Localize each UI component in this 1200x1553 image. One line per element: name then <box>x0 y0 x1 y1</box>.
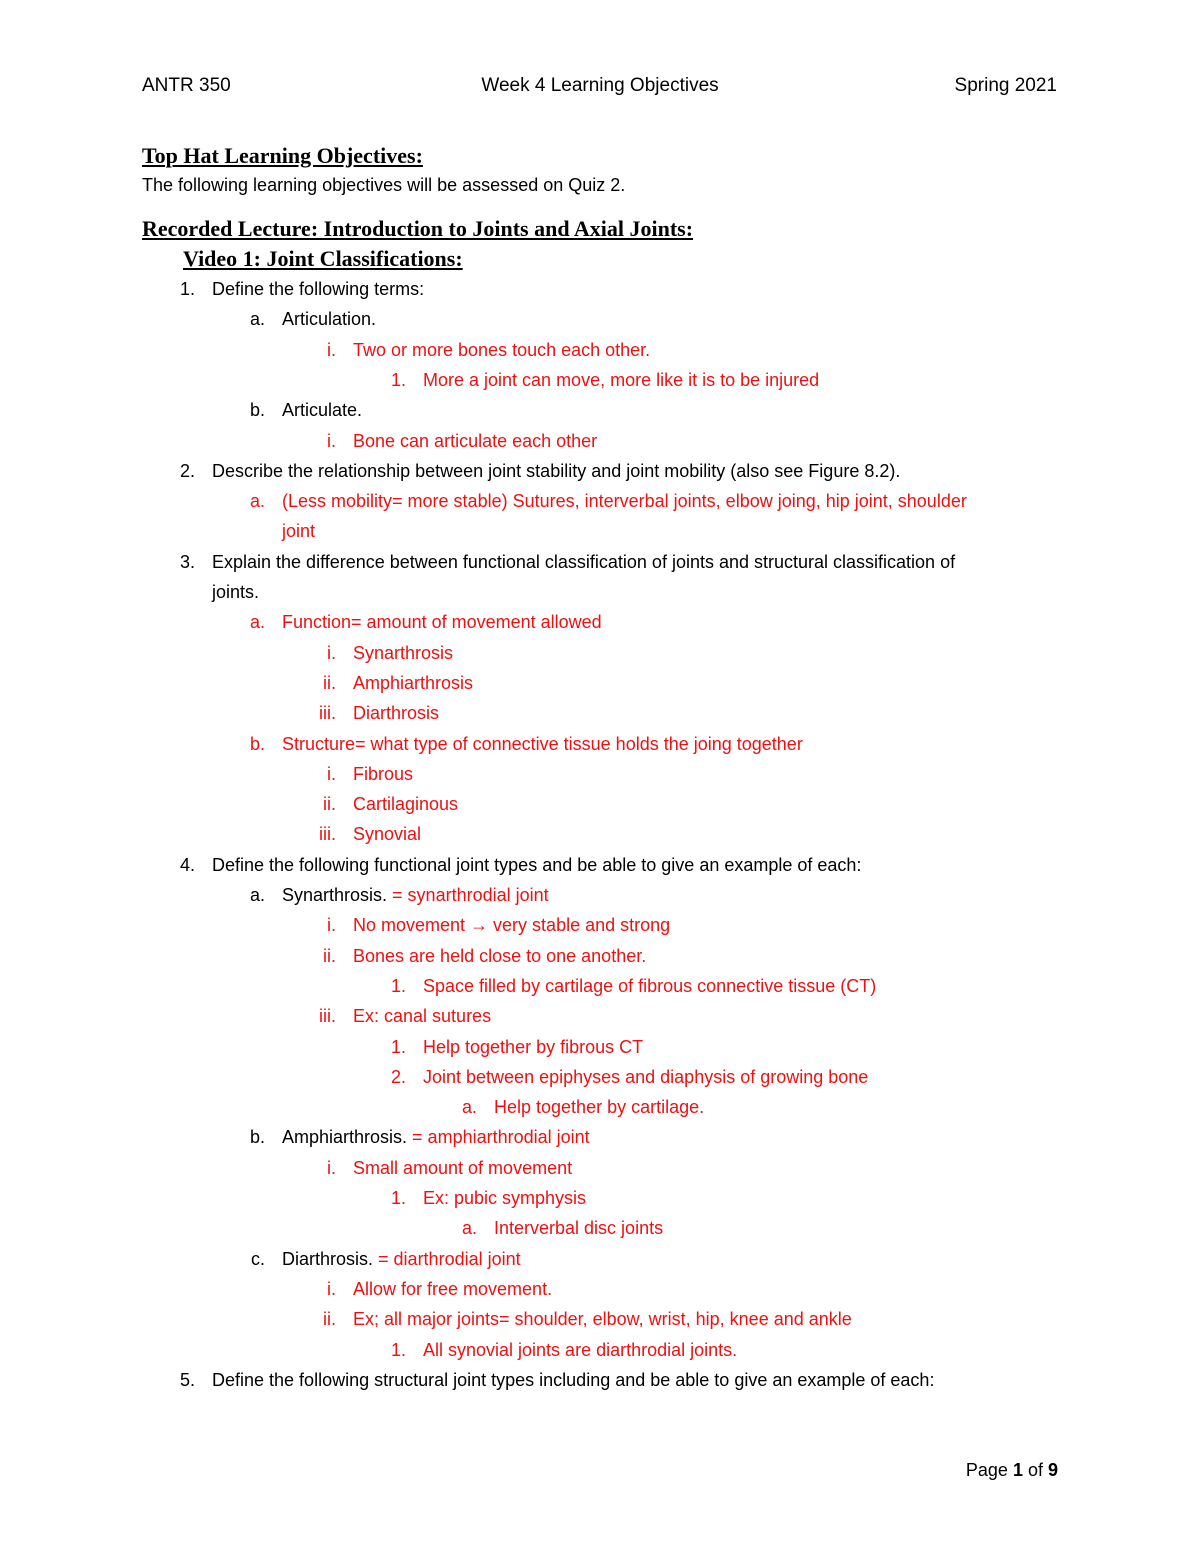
outline-text <box>353 910 670 940</box>
outline-text <box>353 698 439 728</box>
outline-line <box>0 607 1200 637</box>
outline-marker: ii. <box>323 1309 336 1330</box>
outline-line <box>0 1274 1200 1304</box>
outline-text <box>353 426 597 456</box>
outline-text-main: Define the following functional joint types and be able to give an example of each: <box>212 854 862 875</box>
outline-line <box>0 304 1200 334</box>
outline-line <box>0 395 1200 425</box>
outline-marker: a. <box>461 1097 477 1118</box>
outline-text <box>212 850 861 880</box>
outline-line <box>0 577 1200 607</box>
intro-text: The following learning objectives will be assessed on Quiz 2. <box>142 175 626 195</box>
outline-line <box>0 819 1200 849</box>
outline-text <box>212 577 259 607</box>
outline-text-main: Synovial <box>353 824 422 845</box>
outline-line <box>0 486 1200 516</box>
outline-marker: i. <box>327 642 336 663</box>
footer-page-total: 9 <box>1047 1460 1058 1480</box>
outline-text <box>282 607 602 637</box>
outline-marker: 1. <box>390 975 406 996</box>
footer-of: of <box>1022 1460 1048 1480</box>
outline-text-main: Two or more bones touch each other. <box>353 339 651 360</box>
outline-line <box>0 1001 1200 1031</box>
outline-text-main: Explain the difference between functional classification of joints and structural classification of <box>212 551 956 572</box>
outline-text-main: Synarthrosis <box>353 642 454 663</box>
header-term: Spring 2021 <box>954 75 1057 96</box>
outline-marker: a. <box>461 1218 477 1239</box>
outline-marker: 2. <box>390 1066 406 1087</box>
outline-text-main: Function= amount of movement allowed <box>282 612 602 633</box>
outline-text <box>353 638 453 668</box>
outline-text-main: Define the following terms: <box>212 279 425 299</box>
header-title: Week 4 Learning Objectives <box>481 75 719 96</box>
outline-marker: 1. <box>390 1339 406 1360</box>
outline-text <box>423 1335 737 1365</box>
outline-marker: 2. <box>179 460 195 481</box>
outline-text <box>353 789 458 819</box>
outline-marker: a. <box>249 612 265 633</box>
outline-text-main: Articulation. <box>282 309 377 330</box>
outline-text-main: Ex: pubic symphysis <box>423 1188 587 1208</box>
outline-line <box>0 910 1200 940</box>
outline-marker: 1. <box>179 279 195 299</box>
outline-line <box>0 971 1200 1001</box>
outline-text-main: Describe the relationship between joint stability and joint mobility (also see Figure 8.2). <box>212 460 901 481</box>
outline-line <box>0 1335 1200 1365</box>
outline-text-main: Amphiarthrosis <box>353 672 474 693</box>
outline-text-main: More a joint can move, more like it is to be injured <box>423 369 820 390</box>
outline-text-main: Define the following structural joint types including and be able to give an example of each: <box>212 1369 935 1390</box>
outline-marker: 4. <box>179 854 195 875</box>
outline-text-suffix: = diarthrodial joint <box>373 1248 521 1269</box>
outline-line <box>0 1244 1200 1274</box>
outline-marker: b. <box>249 1127 265 1148</box>
outline-line <box>0 365 1200 395</box>
outline-text-main: joints. <box>212 582 260 602</box>
outline-text-main: Bones are held close to one another. <box>353 945 647 966</box>
outline-line <box>0 880 1200 910</box>
outline-text-main: Diarthrosis. <box>282 1248 374 1269</box>
outline-text-main: Bone can articulate each other <box>353 430 598 451</box>
outline-marker: ii. <box>323 945 336 966</box>
outline-text <box>212 547 955 577</box>
outline-marker: i. <box>327 1157 336 1178</box>
outline-text <box>423 971 876 1001</box>
outline-line <box>0 1304 1200 1334</box>
outline-text <box>212 1365 934 1395</box>
outline-text <box>353 335 650 365</box>
page-footer <box>966 1460 1058 1481</box>
outline-line <box>0 1122 1200 1152</box>
outline-marker: 1. <box>390 1036 406 1057</box>
outline-text-main: No movement → very stable and strong <box>353 915 671 936</box>
outline-line <box>0 516 1200 546</box>
outline-text-main: Ex; all major joints= shoulder, elbow, wrist, hip, knee and ankle <box>353 1309 852 1330</box>
outline-text <box>494 1213 663 1243</box>
outline-marker: a. <box>249 885 265 905</box>
outline-marker: ii. <box>323 794 336 815</box>
outline-text-suffix: = synarthrodial joint <box>387 885 549 905</box>
outline-text <box>212 456 900 486</box>
outline-text-suffix: = amphiarthrodial joint <box>407 1127 590 1148</box>
outline-text <box>353 1153 572 1183</box>
outline-line <box>0 1032 1200 1062</box>
outline-text <box>353 759 413 789</box>
header-course: ANTR 350 <box>142 75 231 96</box>
outline-line <box>0 668 1200 698</box>
outline-text <box>212 274 424 304</box>
outline-marker: i. <box>327 1278 336 1299</box>
outline-line <box>0 274 1200 304</box>
outline-text-main: Cartilaginous <box>353 794 459 815</box>
outline-text <box>353 941 646 971</box>
outline-text <box>282 1122 590 1152</box>
outline-marker: i. <box>327 339 336 360</box>
outline-line <box>0 941 1200 971</box>
outline-text <box>282 486 967 516</box>
outline-line <box>0 1183 1200 1213</box>
outline-text <box>494 1092 704 1122</box>
outline-line <box>0 1213 1200 1243</box>
outline-text <box>282 729 803 759</box>
outline-marker: a. <box>249 309 265 330</box>
outline-marker: 3. <box>179 551 195 572</box>
outline-marker: iii. <box>319 1006 336 1027</box>
outline-marker: i. <box>327 915 336 936</box>
section-title: Top Hat Learning Objectives: <box>142 143 423 168</box>
outline-text-main: (Less mobility= more stable) Sutures, interverbal joints, elbow joing, hip joint, shoulder <box>282 491 967 512</box>
outline-text <box>353 668 473 698</box>
outline-line <box>0 1092 1200 1122</box>
outline-text <box>282 395 362 425</box>
outline-line <box>0 426 1200 456</box>
outline-line <box>0 1365 1200 1395</box>
outline-line <box>0 698 1200 728</box>
outline-text-main: Space filled by cartilage of fibrous connective tissue (CT) <box>423 975 877 996</box>
outline-text-main: Joint between epiphyses and diaphysis of growing bone <box>423 1066 869 1087</box>
outline-marker: iii. <box>319 824 336 845</box>
outline-marker: i. <box>327 430 336 451</box>
outline-marker: 1. <box>390 369 406 390</box>
outline-text <box>353 1274 552 1304</box>
outline-text-main: Help together by cartilage. <box>494 1097 705 1118</box>
outline-text-main: joint <box>282 521 316 542</box>
outline-text-main: Synarthrosis. <box>282 885 388 905</box>
outline-line <box>0 335 1200 365</box>
outline-text-main: Diarthrosis <box>353 703 440 724</box>
footer-prefix: Page <box>965 1460 1013 1480</box>
outline-text-main: Articulate. <box>282 400 363 421</box>
outline-line <box>0 638 1200 668</box>
outline-marker: 1. <box>390 1188 406 1208</box>
outline-text <box>353 1001 491 1031</box>
outline-marker: b. <box>249 400 265 421</box>
outline-text-main: Amphiarthrosis. <box>282 1127 408 1148</box>
outline-marker: i. <box>327 763 336 784</box>
outline-marker: a. <box>249 491 265 512</box>
outline-marker: ii. <box>323 672 336 693</box>
outline-text <box>423 1183 586 1213</box>
outline-text <box>282 880 549 910</box>
outline-text-main: Interverbal disc joints <box>494 1218 664 1239</box>
outline-text-main: Help together by fibrous CT <box>423 1036 644 1057</box>
outline-text-main: Structure= what type of connective tissue holds the joing together <box>282 733 803 754</box>
outline-line <box>0 759 1200 789</box>
outline-line <box>0 547 1200 577</box>
outline-text <box>353 819 421 849</box>
outline-text-main: Small amount of movement <box>353 1157 573 1178</box>
outline-text-main: Fibrous <box>353 763 414 784</box>
outline-text <box>282 516 315 546</box>
outline-line <box>0 1062 1200 1092</box>
outline-line <box>0 456 1200 486</box>
outline-line <box>0 789 1200 819</box>
outline-line <box>0 729 1200 759</box>
outline-marker: b. <box>249 733 265 754</box>
outline-marker: c. <box>250 1248 265 1269</box>
outline-text <box>282 1244 521 1274</box>
lecture-title: Recorded Lecture: Introduction to Joints and Axial Joints: <box>142 216 694 241</box>
outline-line <box>0 850 1200 880</box>
outline-text <box>423 1032 643 1062</box>
footer-page-number: 1 <box>1012 1460 1023 1480</box>
outline-line <box>0 1153 1200 1183</box>
outline-text <box>423 365 819 395</box>
outline-text-main: Allow for free movement. <box>353 1278 553 1299</box>
outline-marker: 5. <box>179 1369 195 1390</box>
outline-marker: iii. <box>319 703 336 724</box>
outline-text <box>353 1304 852 1334</box>
outline-text-main: All synovial joints are diarthrodial joints. <box>423 1339 738 1360</box>
video-title: Video 1: Joint Classifications: <box>183 246 463 271</box>
outline-text <box>423 1062 868 1092</box>
outline-text <box>282 304 376 334</box>
outline-text-main: Ex: canal sutures <box>353 1006 492 1027</box>
